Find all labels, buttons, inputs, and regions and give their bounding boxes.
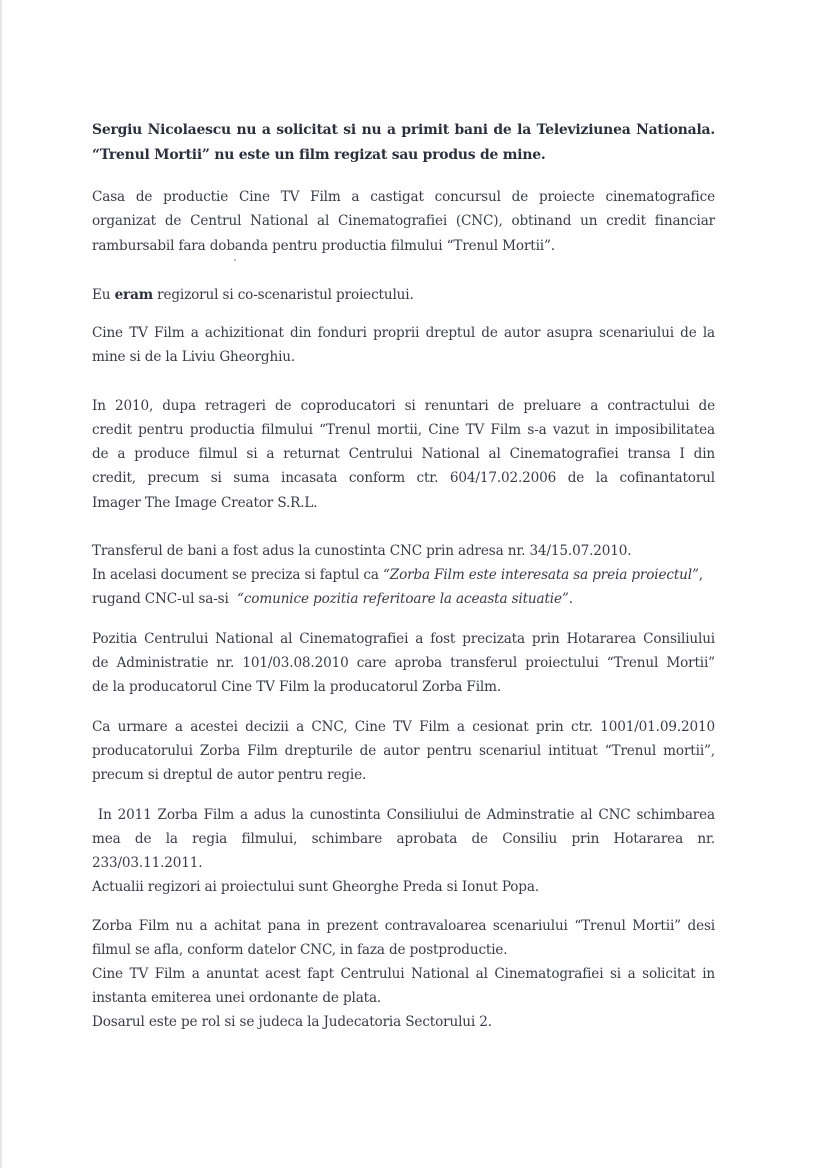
paragraph-line: Transferul de bani a fost adus la cunostinta CNC prin adresa nr. 34/15.07.2010.	[92, 543, 632, 559]
paragraph-line: producatorului Zorba Film drepturile de autor pentru scenariul intituat “Trenul mortii”,	[92, 743, 715, 759]
scan-speck	[234, 259, 236, 261]
bold-word: eram	[114, 287, 153, 303]
paragraph-line: de Administratie nr. 101/03.08.2010 care aproba transferul proiectului “Trenul Mortii”	[92, 655, 715, 671]
paragraph-line: Cine TV Film a achizitionat din fonduri proprii dreptul de autor asupra scenariului de la	[92, 325, 715, 341]
paragraph-line: de a produce filmul si a returnat Centrului National al Cinematografiei transa I din	[92, 446, 715, 462]
paragraph-line: rambursabil fara dobanda pentru productia filmului “Trenul Mortii”.	[92, 238, 555, 254]
paragraph-line: 233/03.11.2011.	[92, 855, 203, 871]
scan-edge	[0, 0, 2, 1168]
text-suffix: .	[568, 591, 573, 607]
paragraph-line: Pozitia Centrului National al Cinematografiei a fost precizata prin Hotararea Consiliului	[92, 631, 715, 647]
paragraph-line: de la producatorul Cine TV Film la producatorul Zorba Film.	[92, 679, 502, 695]
paragraph-director-role	[92, 286, 715, 304]
text-rest: regizorul si co-scenaristul proiectului.	[157, 287, 414, 303]
paragraph-line: filmul se afla, conform datelor CNC, in faza de postproductie.	[92, 942, 508, 958]
paragraph-line: Zorba Film nu a achitat pana in prezent contravaloarea scenariului “Trenul Mortii” desi	[92, 918, 715, 934]
paragraph-line: Dosarul este pe rol si se judeca la Judecatoria Sectorului 2.	[92, 1014, 492, 1030]
paragraph-line: Cine TV Film a anuntat acest fapt Centrului National al Cinematografiei si a solicitat in	[92, 966, 715, 982]
heading-line-2: “Trenul Mortii” nu este un film regizat sau produs de mine.	[92, 147, 546, 163]
text-prefix: In acelasi document se preciza si faptul ca	[92, 567, 383, 583]
text-suffix: ,	[698, 567, 703, 583]
paragraph-line: In 2010, dupa retrageri de coproducatori si renuntari de preluare a contractului de	[92, 398, 715, 414]
paragraph-line	[92, 590, 715, 608]
italic-quote: “Zorba Film este interesata sa preia proiectul”	[382, 567, 699, 583]
paragraph-line: mine si de la Liviu Gheorghiu.	[92, 349, 296, 365]
text-prefix: Eu	[92, 287, 111, 303]
paragraph-line: precum si dreptul de autor pentru regie.	[92, 767, 367, 783]
paragraph-line: instanta emiterea unei ordonante de plata.	[92, 990, 382, 1006]
paragraph-line: credit, precum si suma incasata conform ctr. 604/17.02.2006 de la cofinantatorul	[92, 470, 715, 486]
paragraph-line: Imager The Image Creator S.R.L.	[92, 495, 318, 511]
paragraph-line: Casa de productie Cine TV Film a castigat concursul de proiecte cinematografice	[92, 189, 715, 205]
paragraph-line: Ca urmare a acestei decizii a CNC, Cine TV Film a cesionat prin ctr. 1001/01.09.2010	[92, 719, 715, 735]
italic-quote: “comunice pozitia referitoare la aceasta situatie”	[237, 591, 569, 607]
paragraph-line: mea de la regia filmului, schimbare aprobata de Consiliu prin Hotararea nr.	[92, 831, 715, 847]
paragraph-line: organizat de Centrul National al Cinematografiei (CNC), obtinand un credit financiar	[92, 213, 715, 229]
paragraph-line: In 2011 Zorba Film a adus la cunostinta Consiliului de Adminstratie al CNC schimbarea	[92, 807, 716, 823]
paragraph-line: Actualii regizori ai proiectului sunt Gheorghe Preda si Ionut Popa.	[92, 879, 539, 895]
heading-line-1: Sergiu Nicolaescu nu a solicitat si nu a primit bani de la Televiziunea Nationala.	[92, 122, 715, 138]
paragraph-line: credit pentru productia filmului “Trenul mortii, Cine TV Film s-a vazut in imposibilitatea	[92, 422, 715, 438]
paragraph-line	[92, 566, 715, 584]
text-prefix: rugand CNC-ul sa-si	[92, 591, 238, 607]
